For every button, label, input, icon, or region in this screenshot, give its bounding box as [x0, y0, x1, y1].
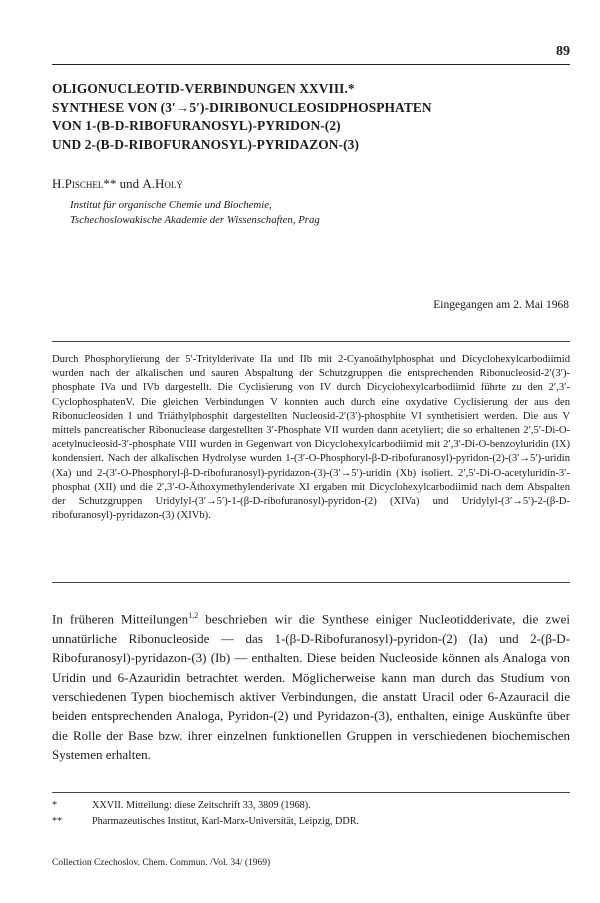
body-text-rest: beschrieben wir die Synthese einiger Nucleotidderivate, die zwei unnatürliche Ribonucleoside — das 1-(β-D-Ribofuranosyl)-pyridon-(2) (Ia) und 2-(β-D-Ribofuranosyl)-pyridazon-(3) (Ib) — enthalten. Diese beiden Nucleoside können als Analoga von Uridin und 6-Azauridin betrachtet werden. Möglicherweise kann man durch das Studium von verschiedenen Typen biochemisch aktiver Verbindungen, die anstatt Uracil oder 6-Azauracil die beiden entsprechenden Analoga, Pyridon-(2) und Pyridazon-(3), enthalten, einige Auskünfte über die Rolle der Base bzw. ihrer einzelnen funktionellen Gruppen in verschiedenen biochemischen Systemen erhalten. — [52, 611, 570, 763]
title-line-1: OLIGONUCLEOTID-VERBINDUNGEN XXVIII.* — [52, 81, 355, 96]
received-date: Eingegangen am 2. Mai 1968 — [433, 299, 569, 311]
abstract-top-rule — [52, 341, 570, 342]
affiliation — [70, 198, 320, 228]
body-paragraph — [52, 606, 570, 765]
affiliation-line-1: Institut für organische Chemie und Biochemie, — [70, 199, 272, 211]
footnote-1 — [52, 799, 311, 813]
author-2: A.Holý — [142, 176, 183, 191]
abstract-bottom-rule — [52, 582, 570, 583]
abstract: Durch Phosphorylierung der 5′-Tritylderivate IIa und IIb mit 2-Cyanoäthylphosphat und Dicyclohexylcarbodiimid wurden nach der alkalischen und sauren Abspaltung der Schutzgruppen die entsprechenden Ribonucleosid-2′(3′)-phosphate IVa und IVb dargestellt. Die Cyclisierung von IV durch Dicyclohexylcarbodiimid führte zu den 2′,3′-CyclophosphatenV. Die gleichen Verbindungen V konnten auch durch eine oxydative Cyclisierung der aus den Ribonucleosiden I und Triäthylphosphit dargestellten Nucleosid-2′(3′)-phosphite VI synthetisiert werden. Die aus V mittels pancreatischer Ribonuclease dargestellten 3′-Phosphate VII wurden dann acetyliert; die so erhaltenen 2′,5′-Di-O-acetylnucleosid-3′-phosphate VIII wurden in Gegenwart von Dicyclohexylcarbodiimid mit 2′,3′-Di-O-benzoyluridin (IX) kondensiert. Nach der alkalischen Hydrolyse wurden 1-(3′-O-Phosphoryl-β-D-ribofuranosyl)-pyridon-(2)-(3′→5′)-uridin (Xa) und 2-(3′-O-Phosphoryl-β-D-ribofuranosyl)-pyridazon-(3)-(3′→5′)-uridin (Xb) isoliert. 2′,5′-Di-O-acetyluridin-3′-phosphat (XII) und die 2′,3′-O-Äthoxymethylenderivate XI ergaben mit Dicyclohexylcarbodiimid nach dem Abspalten der Schutzgruppen Uridylyl-(3′→5′)-1-(β-D-ribofuranosyl)-pyridon-(2) (XIVa) und Uridylyl-(3′→5′)-2-(β-D-ribofuranosyl)-pyridazon-(3) (XIVb). — [52, 354, 570, 522]
title-line-4: UND 2-(Β-D-RIBOFURANOSYL)-PYRIDAZON-(3) — [52, 136, 360, 152]
title-line-2: SYNTHESE VON (3′→5′)-DIRIBONUCLEOSIDPHOSPHATEN — [52, 99, 432, 115]
author-1-footnote-mark: ** — [103, 176, 117, 191]
footnote-2 — [52, 815, 359, 829]
authors — [52, 176, 183, 192]
title-line-3: VON 1-(Β-D-RIBOFURANOSYL)-PYRIDON-(2) — [52, 118, 341, 133]
footnote-1-mark: * — [52, 800, 58, 811]
page-number: 89 — [556, 44, 570, 59]
footnote-1-text: XXVII. Mitteilung: diese Zeitschrift 33, 3809 (1968). — [92, 800, 311, 811]
page-header — [52, 42, 570, 65]
author-conjunction: und — [116, 176, 143, 191]
reference-marker: 1,2 — [188, 611, 199, 620]
article-title — [52, 80, 572, 154]
footnote-2-text: Pharmazeutisches Institut, Karl-Marx-Universität, Leipzig, DDR. — [92, 816, 360, 827]
footnote-2-mark: ** — [52, 816, 63, 827]
footnote-rule — [52, 792, 570, 793]
affiliation-line-2: Tschechoslowakische Akademie der Wissenschaften, Prag — [70, 214, 320, 226]
body-text-start: In früheren Mitteilungen — [52, 611, 189, 627]
author-1: H.Pischel — [52, 176, 104, 191]
page-footer: Collection Czechoslov. Chem. Commun. /Vol. 34/ (1969) — [52, 858, 271, 868]
